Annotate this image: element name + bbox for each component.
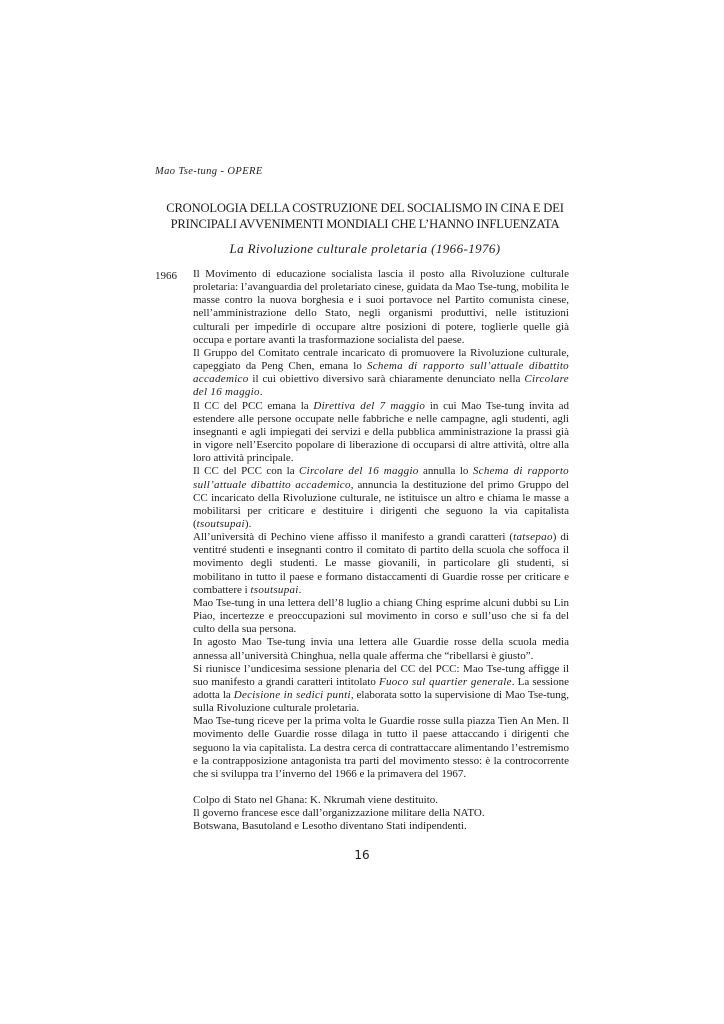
chronology-entry [193, 636, 569, 662]
italic-title-text: Schema di rapporto sull’attuale dibattito accademico [193, 465, 569, 491]
entry-text: . [259, 386, 263, 399]
entry-text: Mao Tse-tung riceve per la prima volta le Guardie rosse sulla piazza Tien An Men. Il movimento delle Guardie rosse dilaga in tutto il paese attaccando i dirigenti che seguono la via capitalista. La destra cerca di contrattaccare alimentando l’estremismo e la contrapposizione antagonista tra parti del movimento stesso: è la controcorrente che si sviluppa tra l’inverno del 1966 e la primavera del 1967. [193, 715, 569, 780]
chronology-entry [193, 531, 569, 597]
china-events [193, 268, 569, 781]
chronology-entry [193, 268, 569, 347]
entry-text: Il CC del PCC con la [193, 465, 300, 478]
chronology-entry [193, 465, 569, 531]
world-event: Il governo francese esce dall’organizzazione militare della NATO. [193, 807, 485, 820]
entry-text: ). [244, 517, 252, 530]
chronology-entry [193, 597, 569, 636]
italic-title-text: Circolare del 16 maggio [299, 465, 419, 478]
entry-text: In agosto Mao Tse-tung invia una lettera alle Guardie rosse della scuola media annessa all’università Chinghua, nella quale afferma che “ribellarsi è giusto”. [193, 636, 569, 662]
page-number: 16 [354, 848, 370, 862]
entry-text: ) di ventitré studenti e insegnanti contro il comitato di partito della scuola che soffoca il movimento degli studenti. Le masse giovanili, in particolare gli studenti, si mobilitano in tutto il paese e formano distaccamenti di Guardie rosse per criticare e combattere i [193, 531, 569, 596]
running-head: Mao Tse-tung - OPERE [155, 166, 263, 177]
entry-text: Il Gruppo del Comitato centrale incaricato di promuovere la Rivoluzione culturale, capeggiato da Peng Chen, emana lo [193, 346, 569, 373]
world-event: Colpo di Stato nel Ghana: K. Nkrumah viene destituito. [193, 794, 439, 807]
italic-title-text: Decisione in sedici punti [233, 689, 351, 701]
chapter-title-line-1: CRONOLOGIA DELLA COSTRUZIONE DEL SOCIALISMO IN CINA E DEI [166, 201, 564, 215]
italic-title-text: tsoutsupai [196, 517, 245, 530]
entry-text: Si riunisce l’undicesima sessione plenaria del CC del PCC: Mao Tse-tung affigge il suo manifesto a grandi caratteri intitolato [193, 662, 569, 688]
italic-title-text: Fuoco sul quartier generale [378, 675, 512, 688]
year-label: 1966 [155, 270, 177, 282]
italic-title-text: Circolare del 16 maggio [193, 373, 569, 399]
chronology-entry [193, 663, 569, 716]
italic-title-text: tatsepao [513, 531, 553, 544]
entry-text: . La sessione adotta la [193, 675, 569, 701]
entry-text: Il CC del PCC emana la [193, 399, 314, 412]
italic-title-text: Direttiva del 7 maggio [313, 399, 426, 412]
entry-text: il cui obiettivo diversivo sarà chiaramente denunciato nella [248, 373, 525, 386]
chapter-title-line-2: PRINCIPALI AVVENIMENTI MONDIALI CHE L’HANNO INFLUENZATA [170, 217, 560, 231]
chronology-entry [193, 715, 569, 781]
paragraph-gap [193, 781, 569, 794]
chapter-title [150, 200, 580, 232]
world-event: Botswana, Basutoland e Lesotho diventano Stati indipendenti. [193, 820, 467, 833]
chronology-entry [193, 347, 569, 400]
chronology-entry [193, 400, 569, 466]
chronology-body [193, 268, 569, 834]
entry-text: Il Movimento di educazione socialista lascia il posto alla Rivoluzione culturale proletaria: l’avanguardia del proletariato cinese, guidata da Mao Tse-tung, mobilita le masse contro la nuova borghesia e i suoi portavoce nel Partito comunista cinese, nell’amministrazione dello Stato, negli organismi produttivi, nelle istituzioni culturali per impedirle di occupare altre posizioni di potere, toglierle quelle già occupa e portare avanti la trasformazione socialista del paese. [193, 268, 569, 346]
world-events [193, 794, 569, 833]
entry-text: All’università di Pechino viene affisso il manifesto a grandi caratteri ( [193, 531, 514, 544]
italic-title-text: Schema di rapporto sull’attuale dibattito accademico [193, 360, 569, 386]
entry-text: , annuncia la destituzione del primo Gruppo del CC incaricato della Rivoluzione culturale, ne istituisce un altro e chiama le masse a mobilitarsi per criticare e destituire i dirigenti che seguono la via capitalista ( [193, 478, 569, 530]
section-title: La Rivoluzione culturale proletaria (1966-1976) [229, 241, 501, 256]
entry-text: . [298, 583, 302, 596]
entry-text: Mao Tse-tung in una lettera dell’8 luglio a chiang Ching esprime alcuni dubbi su Lin Piao, incertezze e preoccupazioni sul movimento in corso e sull’uso che si fa del culto della sua persona. [193, 596, 569, 636]
italic-title-text: tsoutsupai [250, 583, 299, 596]
entry-text: in cui Mao Tse-tung invita ad estendere alle persone occupate nelle fabbriche e nelle campagne, agli studenti, agli insegnanti e agli impiegati dei servizi e della pubblica amministrazione la prassi già in vigore nell’Esercito popolare di liberazione di occuparsi di altre attività, oltre alla loro attività principale. [193, 399, 569, 465]
entry-text: , elaborata sotto la supervisione di Mao Tse-tung, sulla Rivoluzione culturale proletaria. [193, 689, 570, 715]
entry-text: annulla lo [418, 465, 473, 478]
